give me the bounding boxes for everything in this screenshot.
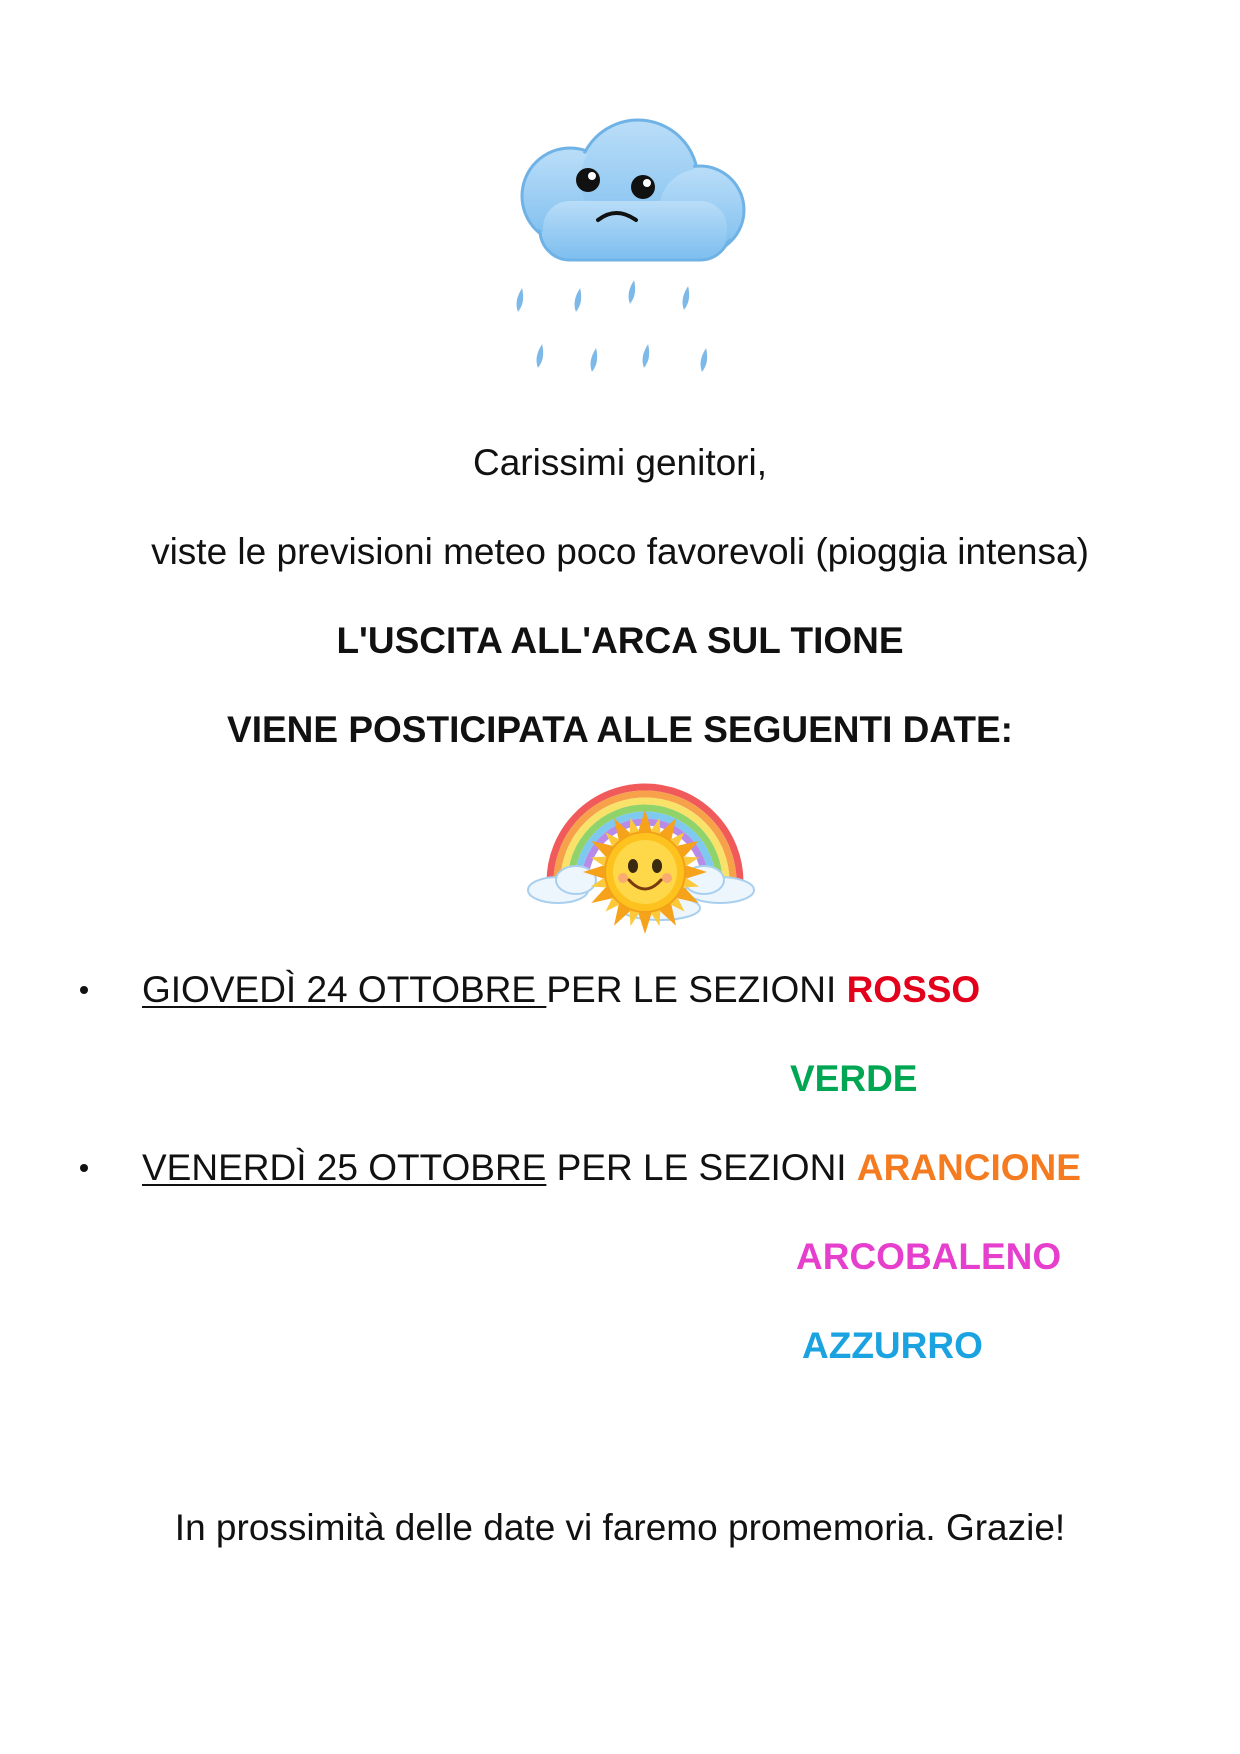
headline-outing: L'USCITA ALL'ARCA SUL TIONE [336, 620, 904, 661]
section-rosso: ROSSO [846, 969, 981, 1010]
schedule-text: PER LE SEZIONI [546, 969, 847, 1010]
sad-rain-cloud-icon [500, 118, 760, 378]
bullet-icon [80, 1164, 88, 1172]
rainbow-sun-icon [520, 778, 770, 938]
section-azzurro: AZZURRO [802, 1325, 983, 1366]
bullet-icon [80, 986, 88, 994]
section-verde: VERDE [790, 1058, 918, 1099]
greeting: Carissimi genitori, [472, 442, 767, 483]
schedule-item-thursday [0, 968, 1240, 1012]
headline-postponed: VIENE POSTICIPATA ALLE SEGUENTI DATE: [227, 709, 1013, 750]
schedule-date: GIOVEDÌ 24 OTTOBRE [142, 969, 547, 1010]
schedule-date: VENERDÌ 25 OTTOBRE [142, 1147, 547, 1188]
intro-text: viste le previsioni meteo poco favorevoli (pioggia intensa) [151, 531, 1089, 572]
closing-text: In prossimità delle date vi faremo promemoria. Grazie! [174, 1507, 1066, 1548]
section-arcobaleno: ARCOBALENO [796, 1236, 1062, 1277]
schedule-text: PER LE SEZIONI [546, 1147, 857, 1188]
schedule-item-friday [0, 1146, 1240, 1190]
section-arancione: ARANCIONE [856, 1147, 1081, 1188]
